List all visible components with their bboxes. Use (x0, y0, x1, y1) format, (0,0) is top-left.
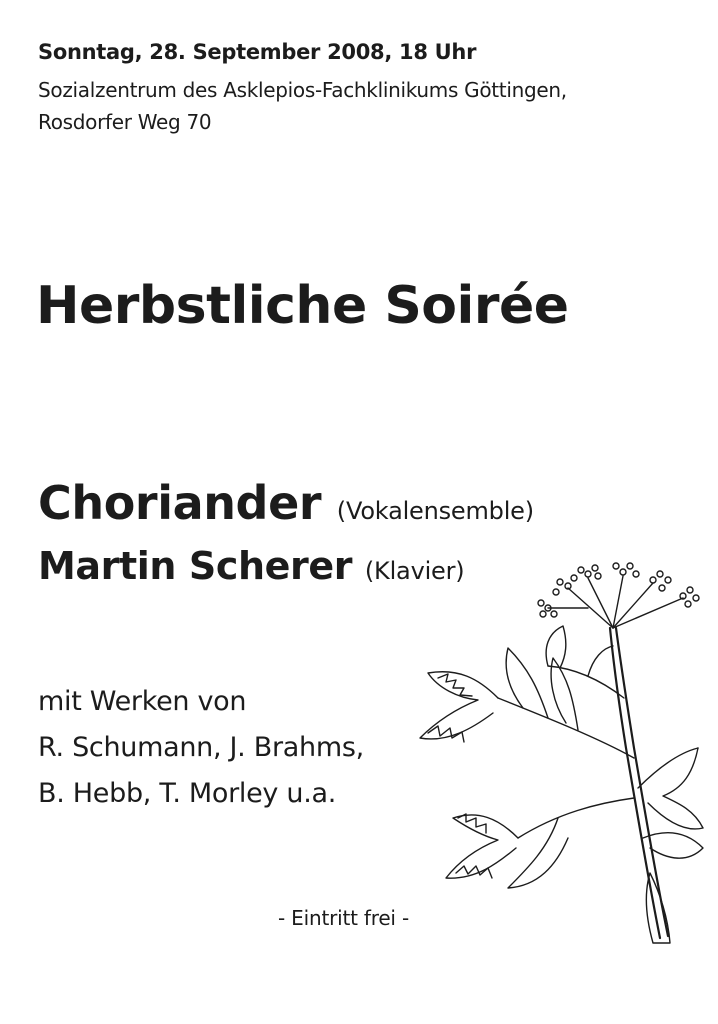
event-venue-line1: Sozialzentrum des Asklepios-Fachklinikums Göttingen, (38, 78, 567, 102)
works-composers-line1: R. Schumann, J. Brahms, (38, 732, 364, 763)
performer-name: Martin Scherer (38, 544, 353, 588)
performer-name: Choriander (38, 476, 322, 530)
performer-role: (Vokalensemble) (336, 497, 534, 525)
works-intro: mit Werken von (38, 686, 247, 717)
performer-role: (Klavier) (364, 557, 465, 585)
event-title: Herbstliche Soirée (36, 276, 569, 336)
event-date-time: Sonntag, 28. September 2008, 18 Uhr (38, 40, 477, 64)
performer-choriander (38, 476, 534, 530)
admission-note: - Eintritt frei - (278, 906, 409, 930)
event-venue-line2: Rosdorfer Weg 70 (38, 110, 212, 134)
works-composers-line2: B. Hebb, T. Morley u.a. (38, 778, 337, 809)
chervil-plant-icon (398, 548, 708, 948)
